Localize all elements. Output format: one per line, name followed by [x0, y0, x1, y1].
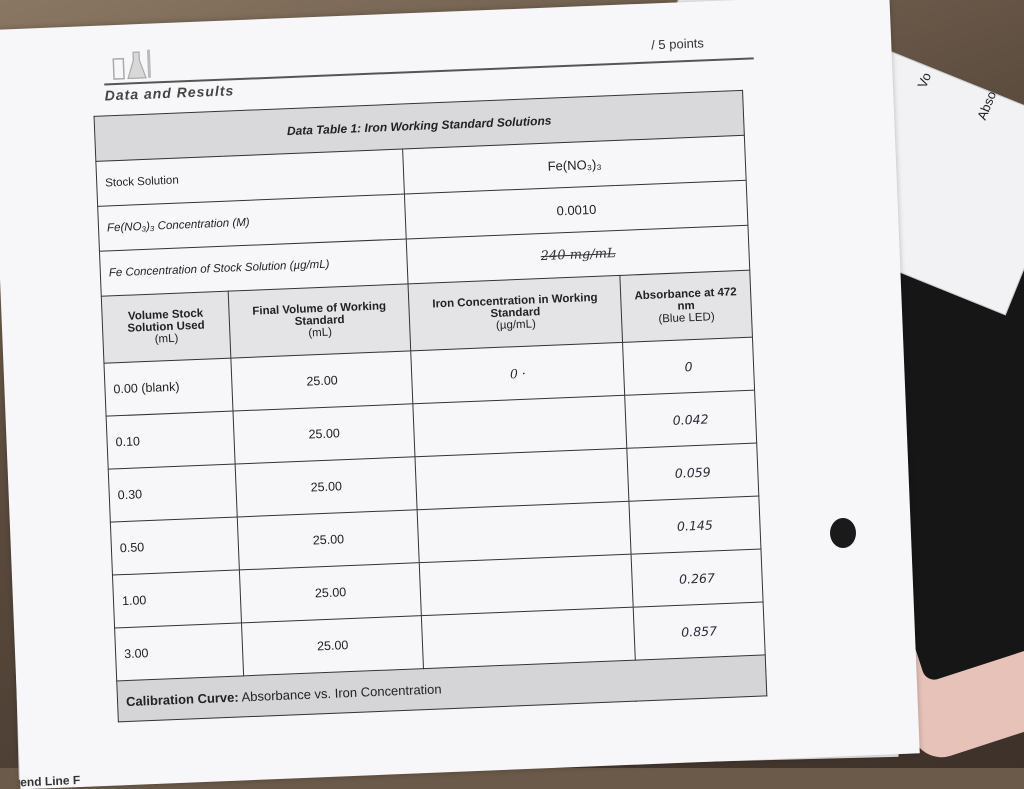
- column-header-final-volume-title: Final Volume of Working Standard: [252, 300, 387, 328]
- calibration-curve-text: Absorbance vs. Iron Concentration: [238, 680, 442, 705]
- fe-concentration-value: 240 mg/mL: [407, 225, 750, 284]
- cell-volume: 3.00: [115, 623, 244, 681]
- cell-final-volume: 25.00: [235, 457, 417, 517]
- cell-volume: 0.10: [106, 411, 235, 469]
- column-header-volume-title: Volume Stock Solution Used: [127, 307, 205, 335]
- column-header-absorbance-unit: (Blue LED): [658, 311, 715, 326]
- punch-hole: [830, 518, 856, 548]
- fe-concentration-label: Fe Concentration of Stock Solution (µg/mL): [99, 239, 408, 296]
- column-header-iron-concentration: [408, 275, 622, 350]
- cell-iron-concentration: [418, 501, 631, 562]
- cell-final-volume: 25.00: [241, 616, 423, 676]
- cell-absorbance: 0.059: [627, 443, 759, 501]
- cell-absorbance: 0.145: [629, 496, 761, 554]
- cell-iron-concentration: [420, 554, 633, 615]
- column-header-volume-unit: (mL): [154, 332, 179, 346]
- cell-absorbance: 0: [622, 337, 754, 395]
- calibration-curve-bold: Calibration Curve:: [125, 689, 239, 709]
- cell-volume: 0.30: [108, 464, 237, 522]
- cell-iron-concentration: 0 ·: [411, 342, 624, 403]
- section-title: Data and Results: [104, 82, 235, 104]
- beaker-icon: [109, 47, 160, 81]
- cell-volume: 0.50: [110, 517, 239, 575]
- column-header-volume: [101, 291, 231, 363]
- concentration-label: Fe(NO₃)₃ Concentration (M): [98, 194, 407, 251]
- cell-final-volume: 25.00: [233, 404, 415, 464]
- column-header-iron-title: Iron Concentration in Working Standard: [432, 291, 598, 321]
- corner-text: end Line F: [19, 772, 81, 789]
- cell-volume: 0.00 (blank): [104, 358, 233, 416]
- data-table: [94, 90, 768, 723]
- back-page-col-2: Vo: [914, 70, 935, 91]
- concentration-value: 0.0010: [405, 180, 748, 239]
- header-rule: [104, 57, 754, 85]
- column-header-iron-unit: (µg/mL): [495, 318, 537, 332]
- column-header-absorbance-title: Absorbance at 472 nm: [634, 286, 737, 313]
- cell-iron-concentration: [422, 607, 635, 668]
- table-title: Data Table 1: Iron Working Standard Solutions: [94, 90, 744, 161]
- cell-absorbance: 0.857: [633, 602, 765, 660]
- cell-absorbance: 0.042: [625, 390, 757, 448]
- stock-solution-label: Stock Solution: [96, 149, 405, 206]
- cell-iron-concentration: [415, 448, 628, 509]
- column-header-final-volume: [228, 284, 411, 358]
- cell-iron-concentration: [413, 395, 626, 456]
- cell-final-volume: 25.00: [231, 351, 413, 411]
- cell-final-volume: 25.00: [239, 563, 421, 623]
- cell-absorbance: 0.267: [631, 549, 763, 607]
- column-header-final-volume-unit: (mL): [308, 326, 333, 340]
- column-header-absorbance: [620, 270, 753, 342]
- stock-solution-value: Fe(NO₃)₃: [403, 135, 746, 194]
- points-label: / 5 points: [650, 35, 705, 53]
- cell-final-volume: 25.00: [237, 510, 419, 570]
- cell-volume: 1.00: [112, 570, 241, 628]
- back-page-col-3: Abso: [974, 88, 1000, 123]
